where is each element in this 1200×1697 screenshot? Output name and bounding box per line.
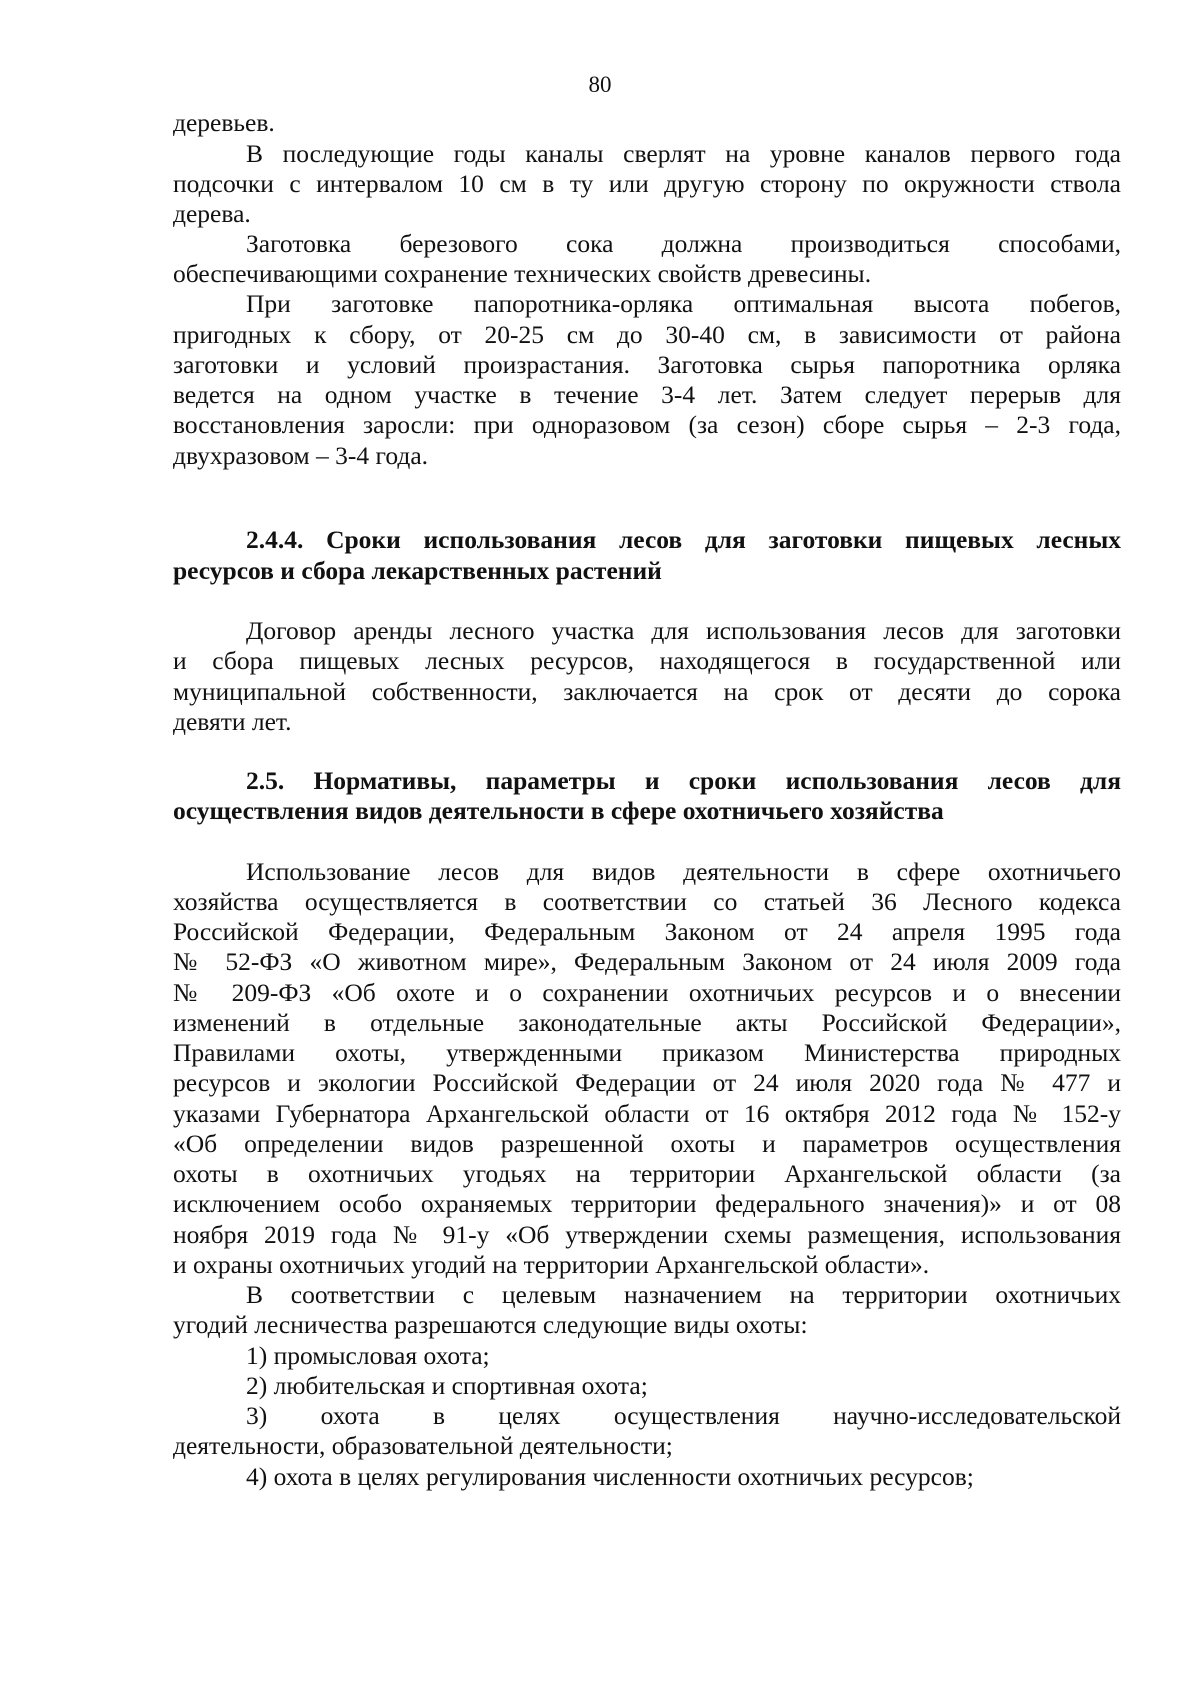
text-line: Договор аренды лесного участка для использования лесов для заготовки [246,616,1121,645]
text-line: деревьев. [173,108,275,137]
text-line: муниципальной собственности, заключается на срок от десяти до сорока [173,677,1121,706]
page-number: 80 [588,72,612,97]
text-line: хозяйства осуществляется в соответствии со статьей 36 Лесного кодекса [173,887,1121,916]
text-line: пригодных к сбору, от 20-25 см до 30-40 см, в зависимости от района [173,320,1121,349]
text-line: Правилами охоты, утвержденными приказом Министерства природных [173,1038,1121,1067]
text-line: восстановления заросли: при одноразовом (за сезон) сборе сырья – 2-3 года, [173,410,1121,439]
list-item: 4) охота в целях регулирования численности охотничьих ресурсов; [246,1462,974,1491]
text-line: № 52-ФЗ «О животном мире», Федеральным Законом от 24 июля 2009 года [173,947,1121,976]
text-line: Российской Федерации, Федеральным Законом от 24 апреля 1995 года [173,917,1121,946]
section-heading: осуществления видов деятельности в сфере охотничьего хозяйства [173,796,944,825]
text-line: В последующие годы каналы сверлят на уровне каналов первого года [246,139,1121,168]
text-line: дерева. [173,199,251,228]
text-line: ноября 2019 года № 91-у «Об утверждении схемы размещения, использования [173,1220,1121,1249]
text-line: двухразовом – 3-4 года. [173,441,429,470]
text-line: деятельности, образовательной деятельности; [173,1431,673,1460]
text-line: исключением особо охраняемых территории федерального значения)» и от 08 [173,1189,1121,1218]
section-heading: 2.4.4. Сроки использования лесов для заготовки пищевых лесных [246,525,1121,554]
text-line: угодий лесничества разрешаются следующие виды охоты: [173,1310,808,1339]
text-line: изменений в отдельные законодательные акты Российской Федерации», [173,1008,1121,1037]
text-line: При заготовке папоротника-орляка оптимальная высота побегов, [246,289,1121,318]
text-line: Использование лесов для видов деятельности в сфере охотничьего [246,857,1121,886]
text-line: и сбора пищевых лесных ресурсов, находящегося в государственной или [173,646,1121,675]
section-heading: ресурсов и сбора лекарственных растений [173,556,662,585]
list-item: 2) любительская и спортивная охота; [246,1371,648,1400]
text-line: Заготовка березового сока должна производиться способами, [246,229,1121,258]
text-line: охоты в охотничьих угодьях на территории Архангельской области (за [173,1159,1121,1188]
text-line: ресурсов и экологии Российской Федерации от 24 июля 2020 года № 477 и [173,1068,1121,1097]
text-line: подсочки с интервалом 10 см в ту или другую сторону по окружности ствола [173,169,1121,198]
text-line: ведется на одном участке в течение 3-4 лет. Затем следует перерыв для [173,380,1121,409]
text-line: № 209-ФЗ «Об охоте и о сохранении охотничьих ресурсов и о внесении [173,978,1121,1007]
text-line: В соответствии с целевым назначением на территории охотничьих [246,1280,1121,1309]
text-line: указами Губернатора Архангельской области от 16 октября 2012 года № 152-у [173,1099,1121,1128]
text-line: обеспечивающими сохранение технических свойств древесины. [173,259,872,288]
text-line: «Об определении видов разрешенной охоты и параметров осуществления [173,1129,1121,1158]
section-heading: 2.5. Нормативы, параметры и сроки использования лесов для [246,766,1121,795]
text-line: заготовки и условий произрастания. Заготовка сырья папоротника орляка [173,350,1121,379]
text-line: и охраны охотничьих угодий на территории Архангельской области». [173,1250,930,1279]
list-item: 3) охота в целях осуществления научно-исследовательской [246,1401,1121,1430]
text-line: девяти лет. [173,707,292,736]
list-item: 1) промысловая охота; [246,1341,490,1370]
